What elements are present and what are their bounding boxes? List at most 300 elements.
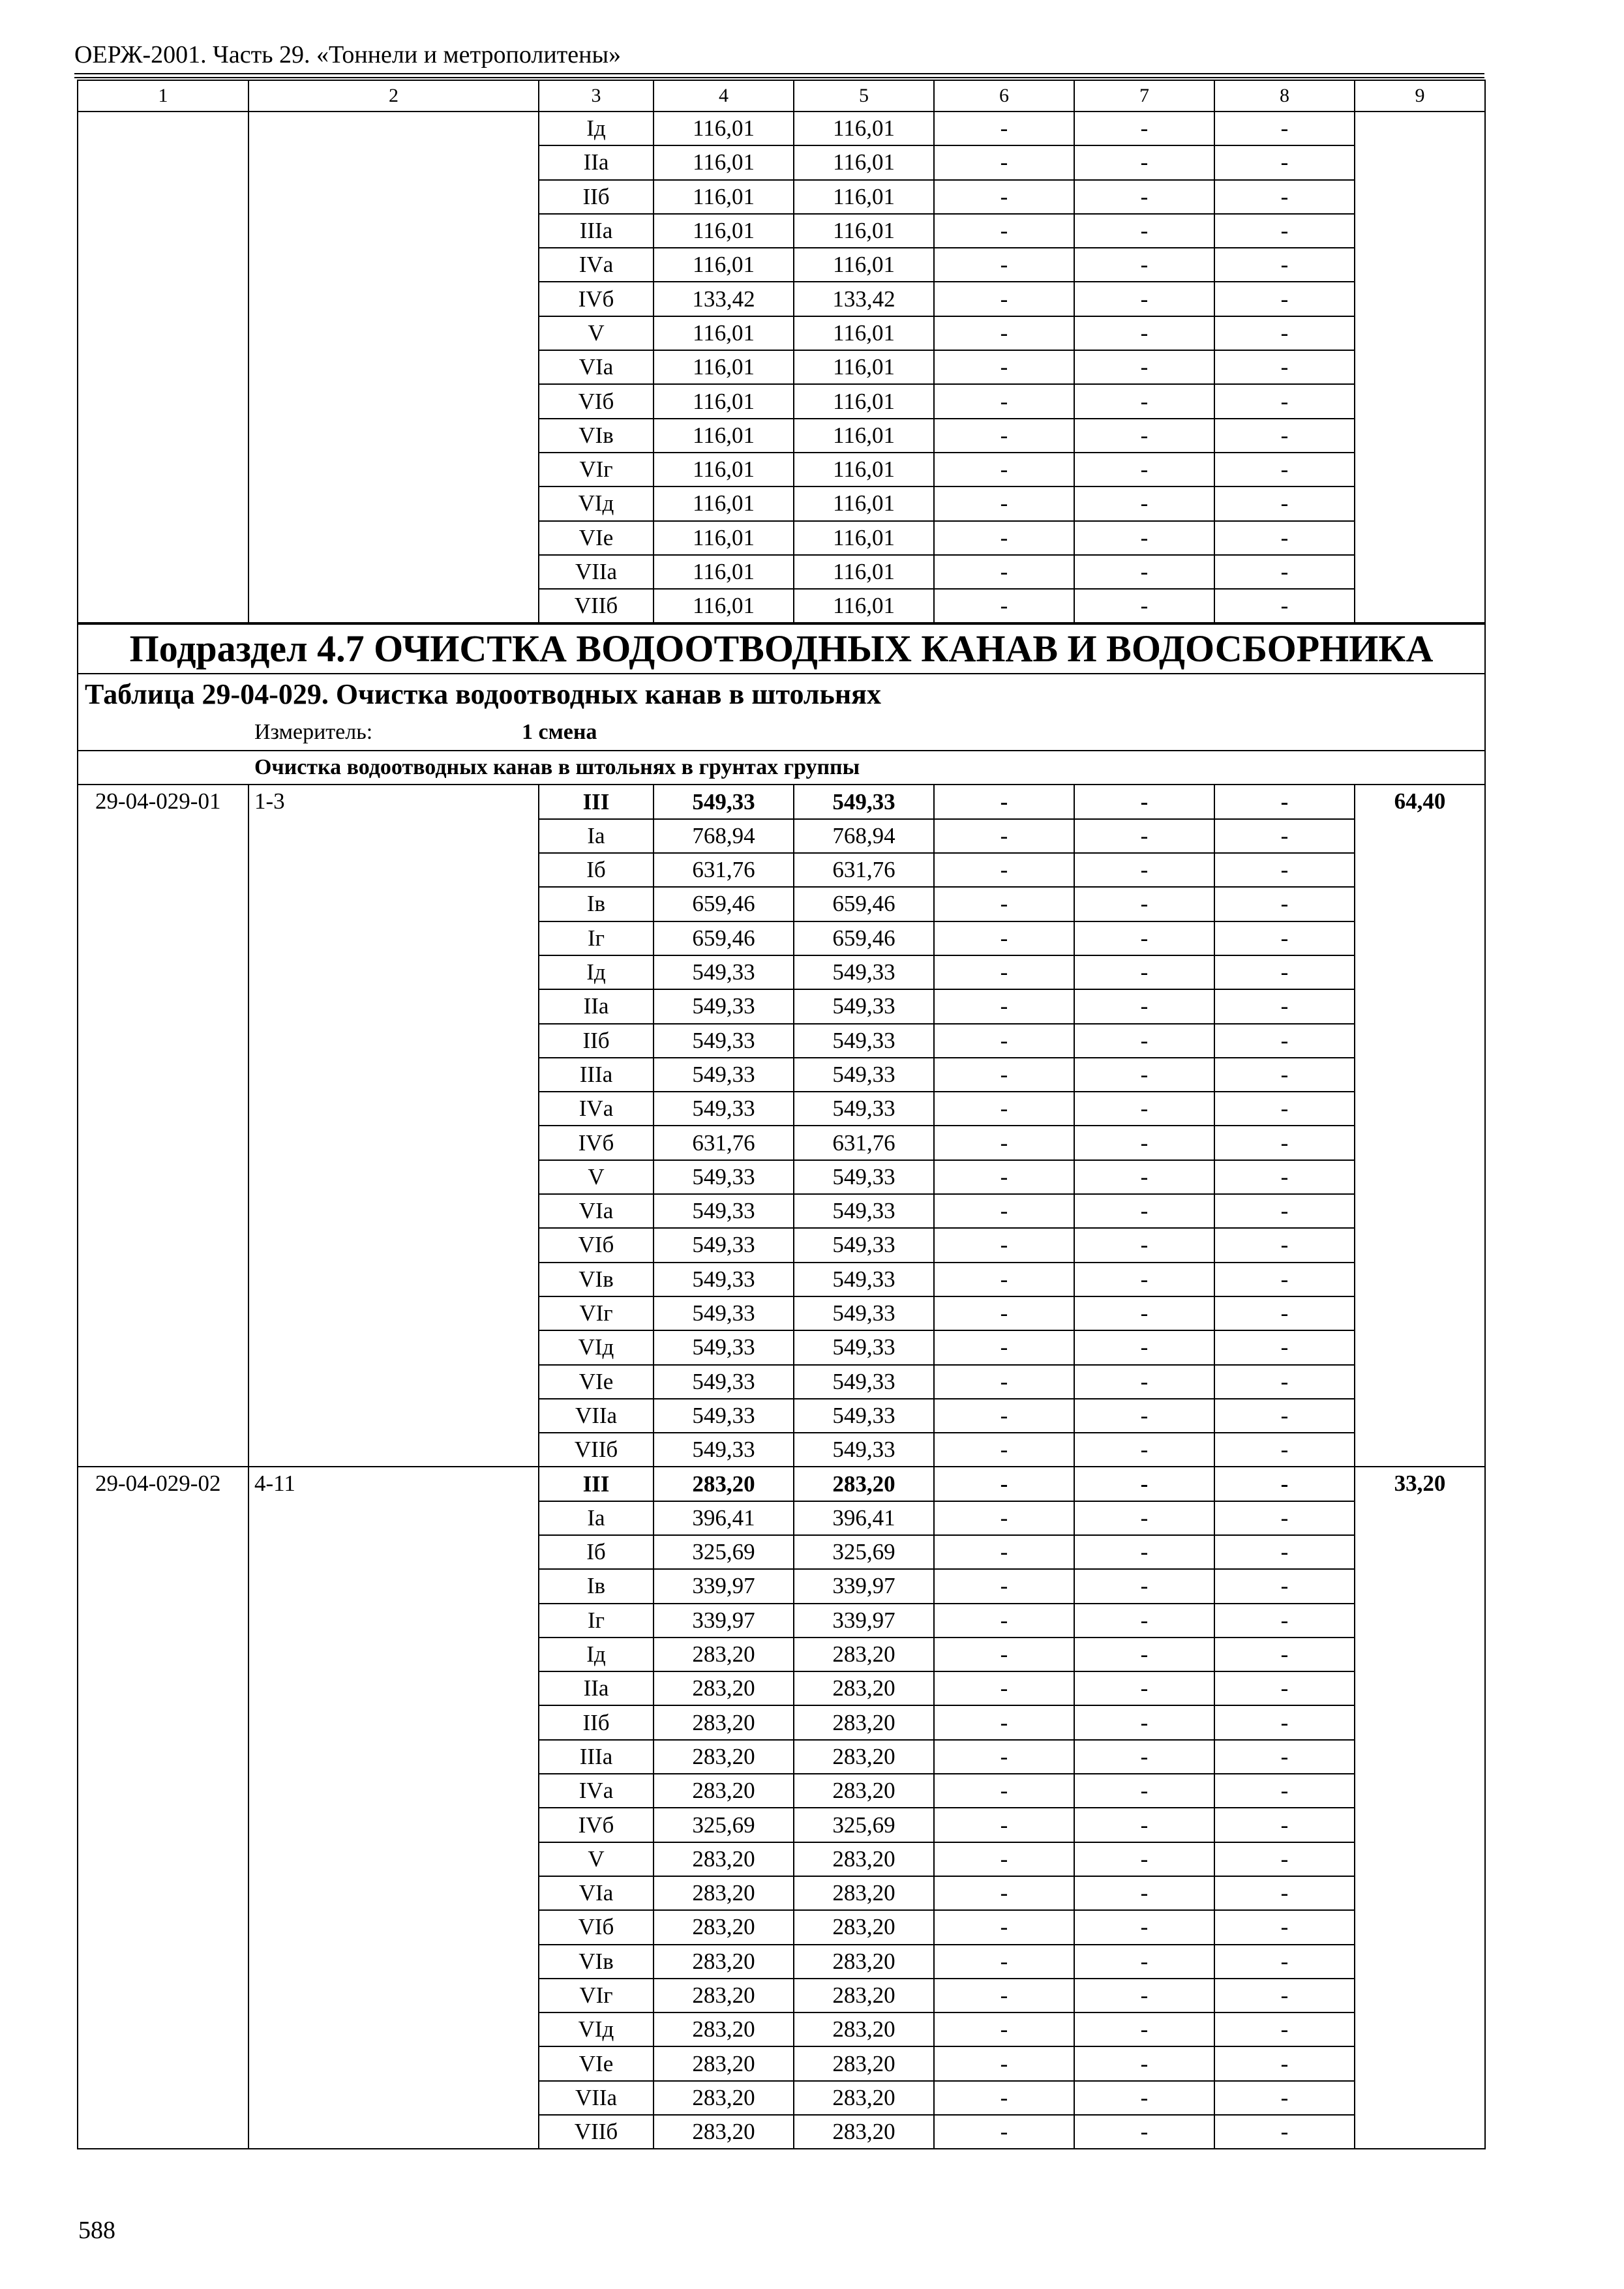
value-cell-col8: - [1214, 2012, 1355, 2046]
zone-cell: IIIа [539, 1058, 654, 1092]
value-cell-col5: 116,01 [794, 316, 934, 350]
zone-cell: VIIа [539, 1399, 654, 1433]
entry-code: 29-04-029-02 [78, 1467, 248, 2149]
value-cell-col4: 339,97 [654, 1569, 794, 1603]
zone-cell: Iв [539, 887, 654, 921]
value-cell-col5: 283,20 [794, 1740, 934, 1774]
value-cell-col4: 116,01 [654, 180, 794, 214]
value-cell-col4: 659,46 [654, 887, 794, 921]
value-cell-col5: 549,33 [794, 1263, 934, 1296]
value-cell-col6: - [934, 1842, 1074, 1876]
zone-cell: IVа [539, 1092, 654, 1126]
zone-cell: VIг [539, 1979, 654, 2012]
zone-cell: VIIа [539, 2081, 654, 2115]
value-cell-col8: - [1214, 1126, 1355, 1159]
value-cell-col5: 116,01 [794, 112, 934, 145]
value-cell-col6: - [934, 989, 1074, 1023]
value-cell-col5: 549,33 [794, 1399, 934, 1433]
value-cell-col6: - [934, 282, 1074, 316]
value-cell-col8: - [1214, 1092, 1355, 1126]
value-cell-col8: - [1214, 180, 1355, 214]
value-cell-col4: 116,01 [654, 589, 794, 623]
value-cell-col4: 631,76 [654, 1126, 794, 1159]
zone-cell: IVа [539, 248, 654, 282]
value-cell-col4: 549,33 [654, 1092, 794, 1126]
value-cell-col8: - [1214, 145, 1355, 179]
zone-cell: VIд [539, 486, 654, 520]
carryover-row [78, 112, 1485, 145]
zone-cell: IIа [539, 989, 654, 1023]
value-cell-col8: - [1214, 453, 1355, 486]
value-cell-col5: 549,33 [794, 989, 934, 1023]
value-cell-col8: - [1214, 282, 1355, 316]
value-cell-col4: 116,01 [654, 350, 794, 384]
value-cell-col4: 549,33 [654, 1024, 794, 1058]
value-cell-col7: - [1074, 1092, 1214, 1126]
zone-cell: IVб [539, 282, 654, 316]
value-cell-col5: 283,20 [794, 1467, 934, 1501]
value-cell-col6: - [934, 1945, 1074, 1979]
value-cell-col5: 549,33 [794, 785, 934, 818]
value-cell-col6: - [934, 384, 1074, 418]
value-cell-col7: - [1074, 785, 1214, 818]
value-cell-col8: - [1214, 887, 1355, 921]
value-cell-col5: 549,33 [794, 955, 934, 989]
value-cell-col4: 283,20 [654, 1945, 794, 1979]
value-cell-col8: - [1214, 589, 1355, 623]
value-cell-col6: - [934, 112, 1074, 145]
zone-cell: IVб [539, 1808, 654, 1842]
running-header: ОЕРЖ-2001. Часть 29. «Тоннели и метрополитены» [74, 41, 622, 68]
value-cell-col7: - [1074, 1194, 1214, 1228]
value-cell-col7: - [1074, 453, 1214, 486]
value-cell-col8: - [1214, 989, 1355, 1023]
value-cell-col6: - [934, 819, 1074, 853]
value-cell-col5: 283,20 [794, 1671, 934, 1705]
value-cell-col4: 133,42 [654, 282, 794, 316]
value-cell-col6: - [934, 853, 1074, 887]
value-cell-col6: - [934, 419, 1074, 453]
value-cell-col7: - [1074, 1263, 1214, 1296]
value-cell-col6: - [934, 214, 1074, 248]
value-cell-col8: - [1214, 1638, 1355, 1671]
value-cell-col7: - [1074, 1638, 1214, 1671]
value-cell-col6: - [934, 2012, 1074, 2046]
measurement-row [78, 715, 1485, 751]
zone-cell: Iд [539, 1638, 654, 1671]
value-cell-col5: 549,33 [794, 1330, 934, 1364]
zone-cell: IVа [539, 1774, 654, 1808]
value-cell-col5: 116,01 [794, 555, 934, 589]
value-cell-col6: - [934, 521, 1074, 555]
value-cell-col4: 283,20 [654, 1467, 794, 1501]
carryover-code-cell [78, 112, 248, 623]
value-cell-col8: - [1214, 785, 1355, 818]
zone-cell: V [539, 316, 654, 350]
value-cell-col7: - [1074, 1774, 1214, 1808]
value-cell-col7: - [1074, 555, 1214, 589]
value-cell-col7: - [1074, 2115, 1214, 2149]
value-cell-col6: - [934, 921, 1074, 955]
section-title-row [78, 623, 1485, 674]
value-cell-col7: - [1074, 384, 1214, 418]
value-cell-col7: - [1074, 1296, 1214, 1330]
value-cell-col4: 283,20 [654, 1842, 794, 1876]
value-cell-col8: - [1214, 1024, 1355, 1058]
value-cell-col6: - [934, 1126, 1074, 1159]
value-cell-col5: 283,20 [794, 1774, 934, 1808]
value-cell-col8: - [1214, 1604, 1355, 1638]
value-cell-col7: - [1074, 1842, 1214, 1876]
value-cell-col4: 339,97 [654, 1604, 794, 1638]
value-cell-col4: 116,01 [654, 419, 794, 453]
value-cell-col5: 283,20 [794, 1876, 934, 1910]
value-cell-col4: 549,33 [654, 1399, 794, 1433]
zone-cell: VIб [539, 384, 654, 418]
measurement-label: Измеритель: [254, 720, 373, 745]
value-cell-col5: 116,01 [794, 486, 934, 520]
value-cell-col4: 549,33 [654, 1160, 794, 1194]
entry-main-row [78, 1467, 1485, 1501]
value-cell-col4: 549,33 [654, 785, 794, 818]
value-cell-col7: - [1074, 1330, 1214, 1364]
zone-cell: VIв [539, 419, 654, 453]
zone-cell: VIа [539, 350, 654, 384]
value-cell-col6: - [934, 1399, 1074, 1433]
value-cell-col5: 631,76 [794, 853, 934, 887]
value-cell-col7: - [1074, 419, 1214, 453]
zone-cell: V [539, 1842, 654, 1876]
value-cell-col5: 325,69 [794, 1808, 934, 1842]
value-cell-col6: - [934, 1910, 1074, 1944]
value-cell-col5: 549,33 [794, 1228, 934, 1262]
zone-cell: VIе [539, 521, 654, 555]
value-cell-col6: - [934, 180, 1074, 214]
column-number: 4 [654, 80, 794, 112]
value-cell-col7: - [1074, 2046, 1214, 2080]
value-cell-col4: 116,01 [654, 145, 794, 179]
measurement-cell [78, 715, 1485, 751]
value-cell-col4: 768,94 [654, 819, 794, 853]
value-cell-col4: 549,33 [654, 1263, 794, 1296]
zone-cell: Iб [539, 853, 654, 887]
value-cell-col8: - [1214, 1842, 1355, 1876]
value-cell-col7: - [1074, 1160, 1214, 1194]
value-cell-col6: - [934, 145, 1074, 179]
value-cell-col6: - [934, 2046, 1074, 2080]
value-cell-col7: - [1074, 1876, 1214, 1910]
value-cell-col8: - [1214, 1467, 1355, 1501]
value-cell-col4: 325,69 [654, 1535, 794, 1569]
zone-cell: IIб [539, 1024, 654, 1058]
value-cell-col5: 631,76 [794, 1126, 934, 1159]
value-cell-col5: 116,01 [794, 145, 934, 179]
value-cell-col5: 549,33 [794, 1194, 934, 1228]
value-cell-col8: - [1214, 1399, 1355, 1433]
page-number: 588 [78, 2217, 115, 2244]
value-cell-col6: - [934, 1876, 1074, 1910]
value-cell-col5: 116,01 [794, 214, 934, 248]
value-cell-col7: - [1074, 1569, 1214, 1603]
value-cell-col7: - [1074, 486, 1214, 520]
value-cell-col7: - [1074, 1671, 1214, 1705]
value-cell-col6: - [934, 1228, 1074, 1262]
value-cell-col8: - [1214, 248, 1355, 282]
table-title-row [78, 674, 1485, 715]
carryover-col9-cell [1355, 112, 1485, 623]
value-cell-col6: - [934, 1535, 1074, 1569]
value-cell-col8: - [1214, 1296, 1355, 1330]
value-cell-col5: 116,01 [794, 350, 934, 384]
zone-cell: IIб [539, 180, 654, 214]
value-cell-col7: - [1074, 1365, 1214, 1399]
value-cell-col6: - [934, 1024, 1074, 1058]
value-cell-col6: - [934, 1365, 1074, 1399]
value-cell-col6: - [934, 1501, 1074, 1535]
zone-cell: IIа [539, 145, 654, 179]
value-cell-col7: - [1074, 1604, 1214, 1638]
value-cell-col4: 549,33 [654, 1194, 794, 1228]
value-cell-col8: - [1214, 521, 1355, 555]
value-cell-col4: 549,33 [654, 1296, 794, 1330]
value-cell-col5: 549,33 [794, 1024, 934, 1058]
value-cell-col8: - [1214, 419, 1355, 453]
group-title: Очистка водоотводных канав в штольнях в грунтах группы [78, 751, 1485, 785]
value-cell-col4: 283,20 [654, 1774, 794, 1808]
value-cell-col4: 283,20 [654, 1740, 794, 1774]
value-cell-col8: - [1214, 214, 1355, 248]
value-cell-col4: 549,33 [654, 1058, 794, 1092]
value-cell-col5: 133,42 [794, 282, 934, 316]
zone-cell: IIа [539, 1671, 654, 1705]
value-cell-col6: - [934, 486, 1074, 520]
value-cell-col6: - [934, 1569, 1074, 1603]
column-number: 2 [248, 80, 539, 112]
zone-cell: VIг [539, 453, 654, 486]
value-cell-col8: - [1214, 1910, 1355, 1944]
value-cell-col6: - [934, 1740, 1074, 1774]
value-cell-col7: - [1074, 1467, 1214, 1501]
zone-cell: Iд [539, 112, 654, 145]
value-cell-col7: - [1074, 989, 1214, 1023]
value-cell-col6: - [934, 1433, 1074, 1467]
value-cell-col5: 283,20 [794, 1705, 934, 1739]
zone-cell: VIв [539, 1263, 654, 1296]
table-title: Таблица 29-04-029. Очистка водоотводных канав в штольнях [78, 674, 1485, 715]
value-cell-col7: - [1074, 1126, 1214, 1159]
value-cell-col4: 116,01 [654, 486, 794, 520]
column-number: 8 [1214, 80, 1355, 112]
column-number: 5 [794, 80, 934, 112]
value-cell-col6: - [934, 1467, 1074, 1501]
value-cell-col8: - [1214, 2081, 1355, 2115]
value-cell-col7: - [1074, 1808, 1214, 1842]
zone-cell: VIа [539, 1194, 654, 1228]
value-cell-col8: - [1214, 1228, 1355, 1262]
value-cell-col8: - [1214, 819, 1355, 853]
value-cell-col4: 283,20 [654, 1705, 794, 1739]
value-cell-col6: - [934, 1194, 1074, 1228]
entry-col9: 64,40 [1355, 785, 1485, 1467]
value-cell-col5: 116,01 [794, 248, 934, 282]
value-cell-col6: - [934, 2115, 1074, 2149]
value-cell-col8: - [1214, 1740, 1355, 1774]
value-cell-col6: - [934, 887, 1074, 921]
zone-cell: IIIа [539, 1740, 654, 1774]
value-cell-col8: - [1214, 1263, 1355, 1296]
value-cell-col8: - [1214, 853, 1355, 887]
value-cell-col5: 116,01 [794, 180, 934, 214]
entry-range: 1-3 [248, 785, 539, 1467]
value-cell-col4: 549,33 [654, 1433, 794, 1467]
zone-cell: VIб [539, 1228, 654, 1262]
value-cell-col4: 396,41 [654, 1501, 794, 1535]
zone-cell: VIа [539, 1876, 654, 1910]
rates-table [77, 80, 1486, 2149]
zone-cell: V [539, 1160, 654, 1194]
value-cell-col8: - [1214, 1365, 1355, 1399]
value-cell-col6: - [934, 785, 1074, 818]
zone-cell: Iа [539, 819, 654, 853]
zone-cell: III [539, 785, 654, 818]
value-cell-col5: 549,33 [794, 1092, 934, 1126]
zone-cell: VIд [539, 1330, 654, 1364]
value-cell-col4: 631,76 [654, 853, 794, 887]
entry-main-row [78, 785, 1485, 818]
value-cell-col5: 339,97 [794, 1604, 934, 1638]
zone-cell: Iг [539, 921, 654, 955]
value-cell-col8: - [1214, 1808, 1355, 1842]
value-cell-col5: 283,20 [794, 1638, 934, 1671]
value-cell-col5: 116,01 [794, 384, 934, 418]
value-cell-col4: 283,20 [654, 1979, 794, 2012]
value-cell-col4: 325,69 [654, 1808, 794, 1842]
zone-cell: IIб [539, 1705, 654, 1739]
value-cell-col7: - [1074, 2012, 1214, 2046]
value-cell-col5: 116,01 [794, 521, 934, 555]
value-cell-col5: 283,20 [794, 2046, 934, 2080]
value-cell-col7: - [1074, 589, 1214, 623]
value-cell-col5: 283,20 [794, 2081, 934, 2115]
header-rule [74, 73, 1484, 74]
zone-cell: VIIб [539, 589, 654, 623]
value-cell-col5: 396,41 [794, 1501, 934, 1535]
zone-cell: VIIб [539, 2115, 654, 2149]
value-cell-col7: - [1074, 1945, 1214, 1979]
header-rule-second [74, 77, 1484, 78]
zone-cell: Iг [539, 1604, 654, 1638]
value-cell-col7: - [1074, 145, 1214, 179]
value-cell-col8: - [1214, 2046, 1355, 2080]
value-cell-col8: - [1214, 1160, 1355, 1194]
value-cell-col7: - [1074, 1979, 1214, 2012]
value-cell-col6: - [934, 453, 1074, 486]
value-cell-col4: 549,33 [654, 1228, 794, 1262]
value-cell-col5: 339,97 [794, 1569, 934, 1603]
value-cell-col5: 116,01 [794, 589, 934, 623]
column-number: 7 [1074, 80, 1214, 112]
value-cell-col6: - [934, 1092, 1074, 1126]
value-cell-col6: - [934, 1671, 1074, 1705]
value-cell-col4: 283,20 [654, 2046, 794, 2080]
value-cell-col8: - [1214, 1671, 1355, 1705]
entry-code: 29-04-029-01 [78, 785, 248, 1467]
value-cell-col5: 283,20 [794, 1842, 934, 1876]
value-cell-col6: - [934, 955, 1074, 989]
value-cell-col8: - [1214, 384, 1355, 418]
value-cell-col7: - [1074, 1501, 1214, 1535]
value-cell-col6: - [934, 1604, 1074, 1638]
value-cell-col7: - [1074, 282, 1214, 316]
column-number: 1 [78, 80, 248, 112]
value-cell-col6: - [934, 1160, 1074, 1194]
value-cell-col5: 116,01 [794, 453, 934, 486]
value-cell-col6: - [934, 1296, 1074, 1330]
zone-cell: VIIб [539, 1433, 654, 1467]
value-cell-col7: - [1074, 521, 1214, 555]
value-cell-col4: 549,33 [654, 1365, 794, 1399]
value-cell-col7: - [1074, 350, 1214, 384]
column-number: 3 [539, 80, 654, 112]
zone-cell: IIIа [539, 214, 654, 248]
value-cell-col5: 549,33 [794, 1058, 934, 1092]
value-cell-col6: - [934, 1979, 1074, 2012]
value-cell-col5: 283,20 [794, 1979, 934, 2012]
zone-cell: VIе [539, 2046, 654, 2080]
column-number-row [78, 80, 1485, 112]
value-cell-col4: 283,20 [654, 2081, 794, 2115]
value-cell-col7: - [1074, 112, 1214, 145]
value-cell-col6: - [934, 2081, 1074, 2115]
value-cell-col8: - [1214, 1979, 1355, 2012]
value-cell-col6: - [934, 1808, 1074, 1842]
value-cell-col7: - [1074, 853, 1214, 887]
column-number: 9 [1355, 80, 1485, 112]
value-cell-col6: - [934, 589, 1074, 623]
value-cell-col5: 283,20 [794, 1945, 934, 1979]
value-cell-col4: 549,33 [654, 1330, 794, 1364]
value-cell-col4: 116,01 [654, 521, 794, 555]
zone-cell: III [539, 1467, 654, 1501]
value-cell-col6: - [934, 316, 1074, 350]
value-cell-col4: 283,20 [654, 1671, 794, 1705]
value-cell-col4: 283,20 [654, 1638, 794, 1671]
value-cell-col4: 549,33 [654, 955, 794, 989]
value-cell-col8: - [1214, 316, 1355, 350]
value-cell-col8: - [1214, 1433, 1355, 1467]
value-cell-col7: - [1074, 1535, 1214, 1569]
value-cell-col5: 325,69 [794, 1535, 934, 1569]
value-cell-col7: - [1074, 180, 1214, 214]
value-cell-col8: - [1214, 921, 1355, 955]
value-cell-col7: - [1074, 1910, 1214, 1944]
value-cell-col8: - [1214, 1501, 1355, 1535]
value-cell-col5: 659,46 [794, 887, 934, 921]
value-cell-col6: - [934, 1638, 1074, 1671]
value-cell-col7: - [1074, 2081, 1214, 2115]
value-cell-col8: - [1214, 1876, 1355, 1910]
value-cell-col5: 116,01 [794, 419, 934, 453]
value-cell-col5: 549,33 [794, 1160, 934, 1194]
value-cell-col4: 116,01 [654, 112, 794, 145]
value-cell-col7: - [1074, 248, 1214, 282]
value-cell-col8: - [1214, 955, 1355, 989]
value-cell-col5: 549,33 [794, 1296, 934, 1330]
zone-cell: Iб [539, 1535, 654, 1569]
zone-cell: VIе [539, 1365, 654, 1399]
value-cell-col6: - [934, 555, 1074, 589]
zone-cell: Iа [539, 1501, 654, 1535]
